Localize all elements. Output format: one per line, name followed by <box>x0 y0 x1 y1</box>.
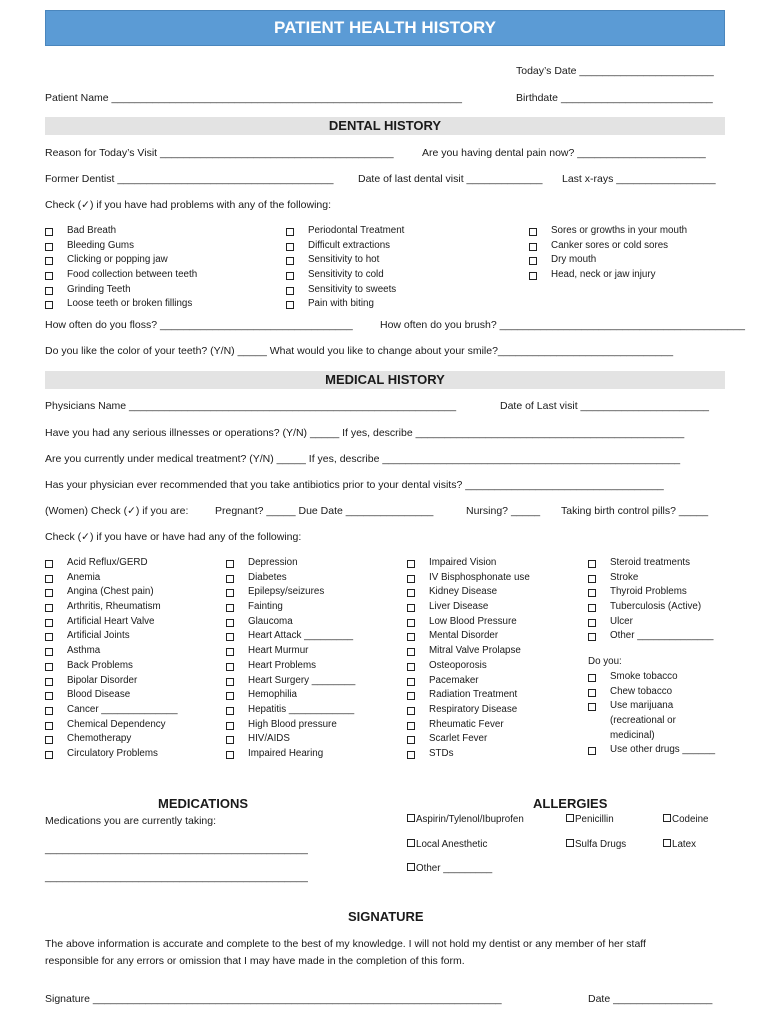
checkbox[interactable] <box>226 560 234 568</box>
checkbox[interactable] <box>407 722 415 730</box>
checkbox[interactable] <box>407 751 415 759</box>
checkbox[interactable] <box>226 707 234 715</box>
checkbox[interactable] <box>407 736 415 744</box>
checklist-item-label: Use other drugs ______ <box>610 744 716 756</box>
checkbox[interactable] <box>45 692 53 700</box>
checklist-item-label: Canker sores or cold sores <box>551 239 669 251</box>
brush-frequency-field[interactable]: How often do you brush? __________________________________________ <box>380 319 745 331</box>
checkbox[interactable] <box>407 863 415 871</box>
checkbox[interactable] <box>45 678 53 686</box>
medical-check-prompt: Check (✓) if you have or have had any of the following: <box>45 531 302 543</box>
checkbox[interactable] <box>529 228 537 236</box>
checkbox[interactable] <box>45 751 53 759</box>
teeth-color-field[interactable]: Do you like the color of your teeth? (Y/N) _____ What would you like to change about your smile?______________________________ <box>45 345 674 357</box>
checkbox[interactable] <box>45 722 53 730</box>
checkbox[interactable] <box>407 648 415 656</box>
allergy-codeine[interactable]: Codeine <box>663 814 709 825</box>
checklist-item-label: Artificial Heart Valve <box>67 615 155 627</box>
checklist-item-label: IV Bisphosphonate use <box>429 571 530 583</box>
checklist-item-label: Impaired Hearing <box>248 747 324 759</box>
checklist-item-label: medicinal) <box>610 729 655 741</box>
checklist-item-label: Heart Problems <box>248 659 317 671</box>
checkbox[interactable] <box>407 633 415 641</box>
last-dental-visit-field[interactable]: Date of last dental visit _____________ <box>358 173 543 185</box>
checkbox[interactable] <box>286 272 294 280</box>
checklist-item-label: High Blood pressure <box>248 718 337 730</box>
checkbox[interactable] <box>588 589 596 597</box>
form-title: PATIENT HEALTH HISTORY <box>45 10 725 46</box>
serious-illness-field[interactable]: Have you had any serious illnesses or operations? (Y/N) _____ If yes, describe ______________________________________________ <box>45 427 685 439</box>
checkbox[interactable] <box>663 814 671 822</box>
checklist-item-label: HIV/AIDS <box>248 733 290 745</box>
checklist-item-label: Difficult extractions <box>308 239 391 251</box>
checklist-item-label: Use marijuana <box>610 700 674 712</box>
dental-history-heading: DENTAL HISTORY <box>45 117 725 135</box>
allergy-latex[interactable]: Latex <box>663 839 696 850</box>
checklist-item-label: Thyroid Problems <box>610 586 687 598</box>
checkbox[interactable] <box>45 604 53 612</box>
former-dentist-field[interactable]: Former Dentist _____________________________________ <box>45 173 334 185</box>
checkbox[interactable] <box>588 703 596 711</box>
checkbox[interactable] <box>407 814 415 822</box>
checkbox[interactable] <box>286 287 294 295</box>
checklist-item-label: Sensitivity to sweets <box>308 283 397 295</box>
checkbox[interactable] <box>45 589 53 597</box>
checklist-item-label: Respiratory Disease <box>429 703 518 715</box>
checkbox[interactable] <box>588 674 596 682</box>
checkbox[interactable] <box>45 560 53 568</box>
checkbox[interactable] <box>588 633 596 641</box>
checkbox[interactable] <box>529 272 537 280</box>
checklist-item-label: Acid Reflux/GERD <box>67 557 148 568</box>
medications-line-2[interactable]: _____________________________________________ <box>45 871 308 883</box>
checklist-item-label: Pacemaker <box>429 674 479 686</box>
checklist-item-label: Circulatory Problems <box>67 747 158 759</box>
checklist-item-label: (recreational or <box>610 715 676 727</box>
checklist-item-label: Other ______________ <box>610 630 714 642</box>
checklist-item-label: Bipolar Disorder <box>67 674 138 686</box>
birth-control-field[interactable]: Taking birth control pills? _____ <box>561 505 709 517</box>
physician-name-field[interactable]: Physicians Name ________________________________________________________ <box>45 400 457 412</box>
checklist-item-label: Osteoporosis <box>429 659 487 671</box>
checkbox[interactable] <box>588 619 596 627</box>
statement-line-2: responsible for any errors or omission that I may have made in the completion of this form. <box>45 955 465 967</box>
checklist-item-label: Steroid treatments <box>610 557 691 568</box>
checklist-item-label: Angina (Chest pain) <box>67 586 154 598</box>
checkbox[interactable] <box>663 839 671 847</box>
statement-line-1: The above information is accurate and complete to the best of my knowledge. I will not hold my dentist or any member of her staff <box>45 938 646 950</box>
checklist-item-label: Anemia <box>67 571 101 583</box>
nursing-field[interactable]: Nursing? _____ <box>466 505 541 517</box>
checkbox[interactable] <box>226 678 234 686</box>
checklist-item-label: Diabetes <box>248 571 287 583</box>
checklist-item-label: Sensitivity to hot <box>308 254 380 266</box>
checkbox[interactable] <box>566 814 574 822</box>
checkbox[interactable] <box>566 839 574 847</box>
checkbox[interactable] <box>45 287 53 295</box>
checkbox[interactable] <box>529 243 537 251</box>
medical-treatment-field[interactable]: Are you currently under medical treatment? (Y/N) _____ If yes, describe ___________________________________________________ <box>45 453 681 465</box>
checklist-item-label: Chemical Dependency <box>67 718 166 730</box>
checkbox[interactable] <box>407 619 415 627</box>
checklist-item-label: Loose teeth or broken fillings <box>67 298 193 310</box>
checklist-item-label: Depression <box>248 557 298 568</box>
checklist-item-label: Fainting <box>248 601 283 613</box>
checkbox[interactable] <box>286 243 294 251</box>
checklist-item-label: STDs <box>429 747 454 759</box>
birthdate-field[interactable]: Birthdate __________________________ <box>516 92 713 104</box>
checklist-item-label: Impaired Vision <box>429 557 497 568</box>
dental-check-prompt: Check (✓) if you have had problems with any of the following: <box>45 199 332 211</box>
checklist-item-label: Low Blood Pressure <box>429 615 517 627</box>
checklist-item-label: Hepatitis ____________ <box>248 703 355 715</box>
signature-heading: SIGNATURE <box>348 909 424 924</box>
checkbox[interactable] <box>226 619 234 627</box>
checklist-item-label: Arthritis, Rheumatism <box>67 601 161 613</box>
checklist-item-label: Blood Disease <box>67 689 131 701</box>
pregnant-due-date-field[interactable]: Pregnant? _____ Due Date _______________ <box>215 505 434 517</box>
allergy-local-anesthetic[interactable]: Local Anesthetic <box>407 839 487 850</box>
allergies-heading: ALLERGIES <box>533 796 608 811</box>
checkbox[interactable] <box>226 604 234 612</box>
reason-visit-field[interactable]: Reason for Today’s Visit ________________________________________ <box>45 147 394 159</box>
checklist-item-label: Grinding Teeth <box>67 283 131 295</box>
allergy-aspirin[interactable]: Aspirin/Tylenol/Ibuprofen <box>407 814 524 825</box>
checkbox[interactable] <box>407 692 415 700</box>
todays-date-field[interactable]: Today’s Date _______________________ <box>516 65 714 77</box>
checkbox[interactable] <box>588 689 596 697</box>
checklist-item-label: Head, neck or jaw injury <box>551 269 656 281</box>
checkbox[interactable] <box>407 575 415 583</box>
checkbox[interactable] <box>45 243 53 251</box>
checklist-item-label: Bad Breath <box>67 225 117 236</box>
checklist-item-label: Chemotherapy <box>67 733 132 745</box>
checkbox[interactable] <box>45 633 53 641</box>
checkbox[interactable] <box>286 257 294 265</box>
checklist-item-label: Periodontal Treatment <box>308 225 405 236</box>
checklist-item-label: Cancer ______________ <box>67 703 178 715</box>
checklist-item-label: Asthma <box>67 645 101 657</box>
checkbox[interactable] <box>45 301 53 309</box>
last-xrays-field[interactable]: Last x-rays _________________ <box>562 173 716 185</box>
checkbox[interactable] <box>45 257 53 265</box>
checklist-item-label: Liver Disease <box>429 601 489 613</box>
checkbox[interactable] <box>407 839 415 847</box>
checklist-item-label: Heart Attack _________ <box>248 630 354 642</box>
checkbox[interactable] <box>407 604 415 612</box>
checklist-item-label: Mental Disorder <box>429 630 499 642</box>
medications-heading: MEDICATIONS <box>158 796 249 811</box>
checkbox[interactable] <box>226 751 234 759</box>
checklist-item-label: Mitral Valve Prolapse <box>429 645 521 657</box>
checklist-item-label: Radiation Treatment <box>429 689 518 701</box>
allergy-sulfa-drugs[interactable]: Sulfa Drugs <box>566 839 626 850</box>
checkbox[interactable] <box>286 301 294 309</box>
checkbox[interactable] <box>226 648 234 656</box>
checkbox[interactable] <box>407 589 415 597</box>
checkbox[interactable] <box>45 648 53 656</box>
checkbox[interactable] <box>588 604 596 612</box>
checklist-item-label: Heart Murmur <box>248 645 309 657</box>
checklist-item-label: Food collection between teeth <box>67 269 198 281</box>
checklist-item-label: Glaucoma <box>248 615 293 627</box>
checkbox[interactable] <box>45 228 53 236</box>
checklist-item-label: Epilepsy/seizures <box>248 586 325 598</box>
medical-history-heading: MEDICAL HISTORY <box>45 371 725 389</box>
dental-pain-field[interactable]: Are you having dental pain now? ______________________ <box>422 147 706 159</box>
checklist-item-label: Hemophilia <box>248 689 298 701</box>
checkbox[interactable] <box>45 272 53 280</box>
checkbox[interactable] <box>226 663 234 671</box>
checkbox[interactable] <box>226 692 234 700</box>
checkbox[interactable] <box>45 619 53 627</box>
last-physician-visit-field[interactable]: Date of Last visit ______________________ <box>500 400 710 412</box>
do-you-label: Do you: <box>588 656 622 667</box>
checkbox[interactable] <box>45 575 53 583</box>
checklist-item-label: Artificial Joints <box>67 630 130 642</box>
checkbox[interactable] <box>226 633 234 641</box>
signature-date-field[interactable]: Date _________________ <box>588 993 713 1005</box>
women-check-prompt: (Women) Check (✓) if you are: <box>45 505 189 517</box>
checkbox[interactable] <box>588 560 596 568</box>
checkbox[interactable] <box>226 575 234 583</box>
checklist-item-label: Dry mouth <box>551 254 597 266</box>
patient-name-field[interactable]: Patient Name ____________________________________________________________ <box>45 92 462 104</box>
checkbox[interactable] <box>407 707 415 715</box>
checklist-item-label: Pain with biting <box>308 298 374 310</box>
checkbox[interactable] <box>588 575 596 583</box>
checklist-item-label: Chew tobacco <box>610 685 673 697</box>
checklist-item-label: Bleeding Gums <box>67 239 134 251</box>
checkbox[interactable] <box>45 707 53 715</box>
checkbox[interactable] <box>226 589 234 597</box>
checkbox[interactable] <box>286 228 294 236</box>
checkbox[interactable] <box>45 736 53 744</box>
signature-field[interactable]: Signature ______________________________________________________________________ <box>45 993 502 1005</box>
checkbox[interactable] <box>226 736 234 744</box>
checkbox[interactable] <box>529 257 537 265</box>
checklist-item-label: Sensitivity to cold <box>308 269 384 281</box>
checklist-item-label: Smoke tobacco <box>610 671 678 682</box>
checkbox[interactable] <box>407 678 415 686</box>
checklist-item-label: Rheumatic Fever <box>429 718 504 730</box>
allergy-penicillin[interactable]: Penicillin <box>566 814 614 825</box>
checkbox[interactable] <box>45 663 53 671</box>
checklist-item-label: Tuberculosis (Active) <box>610 601 702 613</box>
checklist-item-label: Scarlet Fever <box>429 733 488 745</box>
checklist-item-label: Kidney Disease <box>429 586 498 598</box>
checklist-item-label: Sores or growths in your mouth <box>551 225 688 236</box>
checklist-item-label: Stroke <box>610 571 639 583</box>
checkbox[interactable] <box>407 560 415 568</box>
medications-line-1[interactable]: _____________________________________________ <box>45 843 308 855</box>
allergy-other[interactable]: Other _________ <box>407 863 492 874</box>
checklist-item-label: Back Problems <box>67 659 133 671</box>
checklist-item-label: Heart Surgery ________ <box>248 674 356 686</box>
checklist-item-label: Clicking or popping jaw <box>67 254 168 266</box>
antibiotics-field[interactable]: Has your physician ever recommended that you take antibiotics prior to your dental visits? __________________________________ <box>45 479 664 491</box>
checkbox[interactable] <box>407 663 415 671</box>
checkbox[interactable] <box>226 722 234 730</box>
checklist-item-label: Ulcer <box>610 615 633 627</box>
checkbox[interactable] <box>588 747 596 755</box>
medications-prompt: Medications you are currently taking: <box>45 815 216 827</box>
floss-frequency-field[interactable]: How often do you floss? _________________________________ <box>45 319 353 331</box>
